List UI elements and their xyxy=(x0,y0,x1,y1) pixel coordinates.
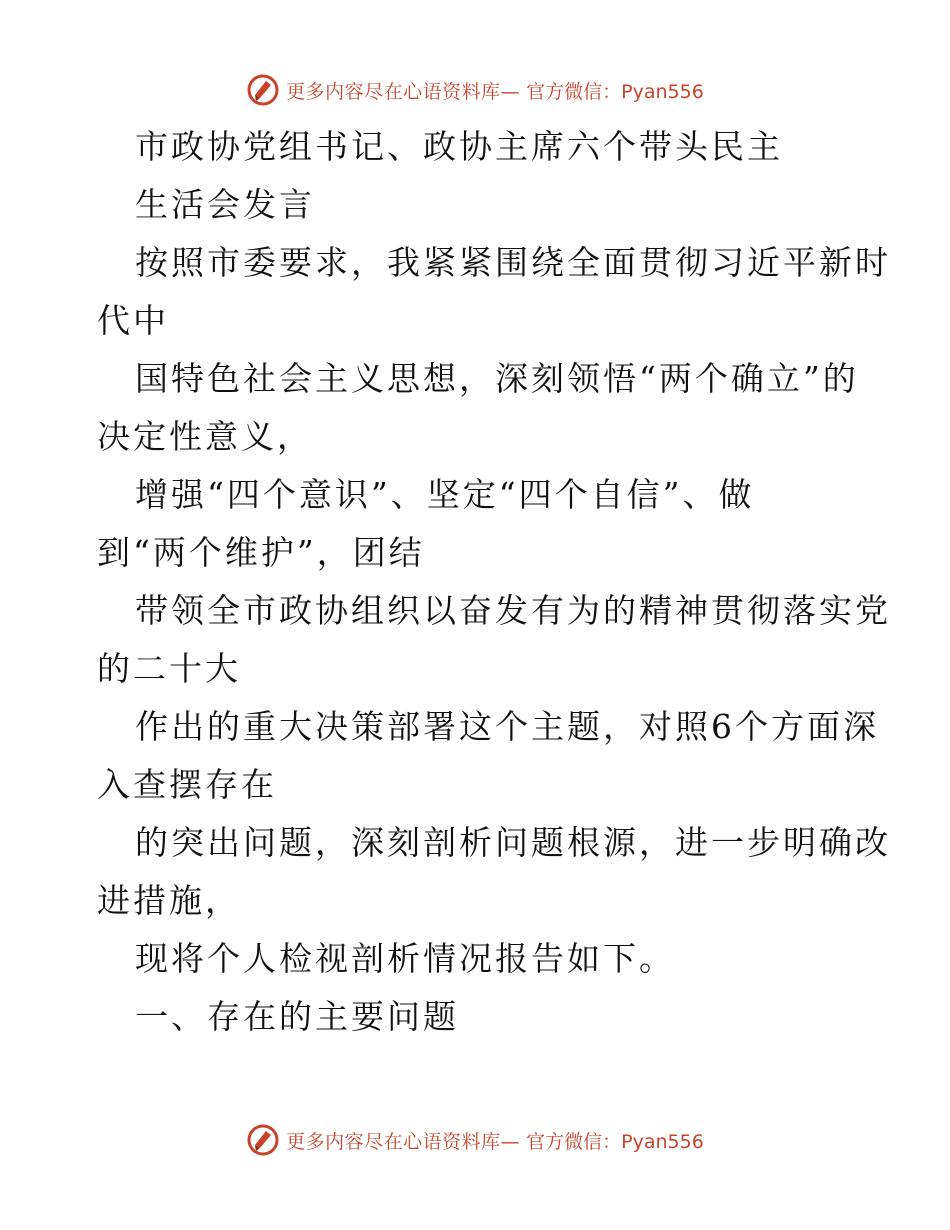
document-line: 代中 xyxy=(97,301,169,340)
document-line: 作出的重大决策部署这个主题，对照6个方面深 xyxy=(135,707,879,746)
banner-slogan: 更多内容尽在心语资料库— xyxy=(286,80,521,103)
document-line: 市政协党组书记、政协主席六个带头民主 xyxy=(135,127,783,166)
document-line: 生活会发言 xyxy=(135,185,315,224)
banner-wechat-id: 官方微信：Pyan556 xyxy=(526,80,704,103)
section-heading: 一、存在的主要问题 xyxy=(135,997,459,1036)
banner-wechat-id: 官方微信：Pyan556 xyxy=(526,1130,704,1153)
document-line: 按照市委要求，我紧紧围绕全面贯彻习近平新时 xyxy=(135,243,891,282)
header-banner xyxy=(0,70,950,110)
document-line: 进措施， xyxy=(97,881,241,920)
document-line: 增强“四个意识”、坚定“四个自信”、做 xyxy=(135,475,755,514)
document-line: 入查摆存在 xyxy=(97,765,277,804)
document-line: 到“两个维护”，团结 xyxy=(97,533,425,572)
document-line: 带领全市政协组织以奋发有为的精神贯彻落实党 xyxy=(135,591,891,630)
document-line: 的二十大 xyxy=(97,649,241,688)
brand-logo-icon xyxy=(246,73,280,107)
document-line: 的突出问题，深刻剖析问题根源，进一步明确改 xyxy=(135,823,891,862)
document-line: 国特色社会主义思想，深刻领悟“两个确立”的 xyxy=(135,359,859,398)
document-body xyxy=(97,118,891,1046)
document-line: 现将个人检视剖析情况报告如下。 xyxy=(135,939,675,978)
banner-slogan: 更多内容尽在心语资料库— xyxy=(286,1130,521,1153)
document-line: 决定性意义， xyxy=(97,417,313,456)
footer-banner xyxy=(0,1120,950,1160)
brand-logo-icon xyxy=(246,1123,280,1157)
